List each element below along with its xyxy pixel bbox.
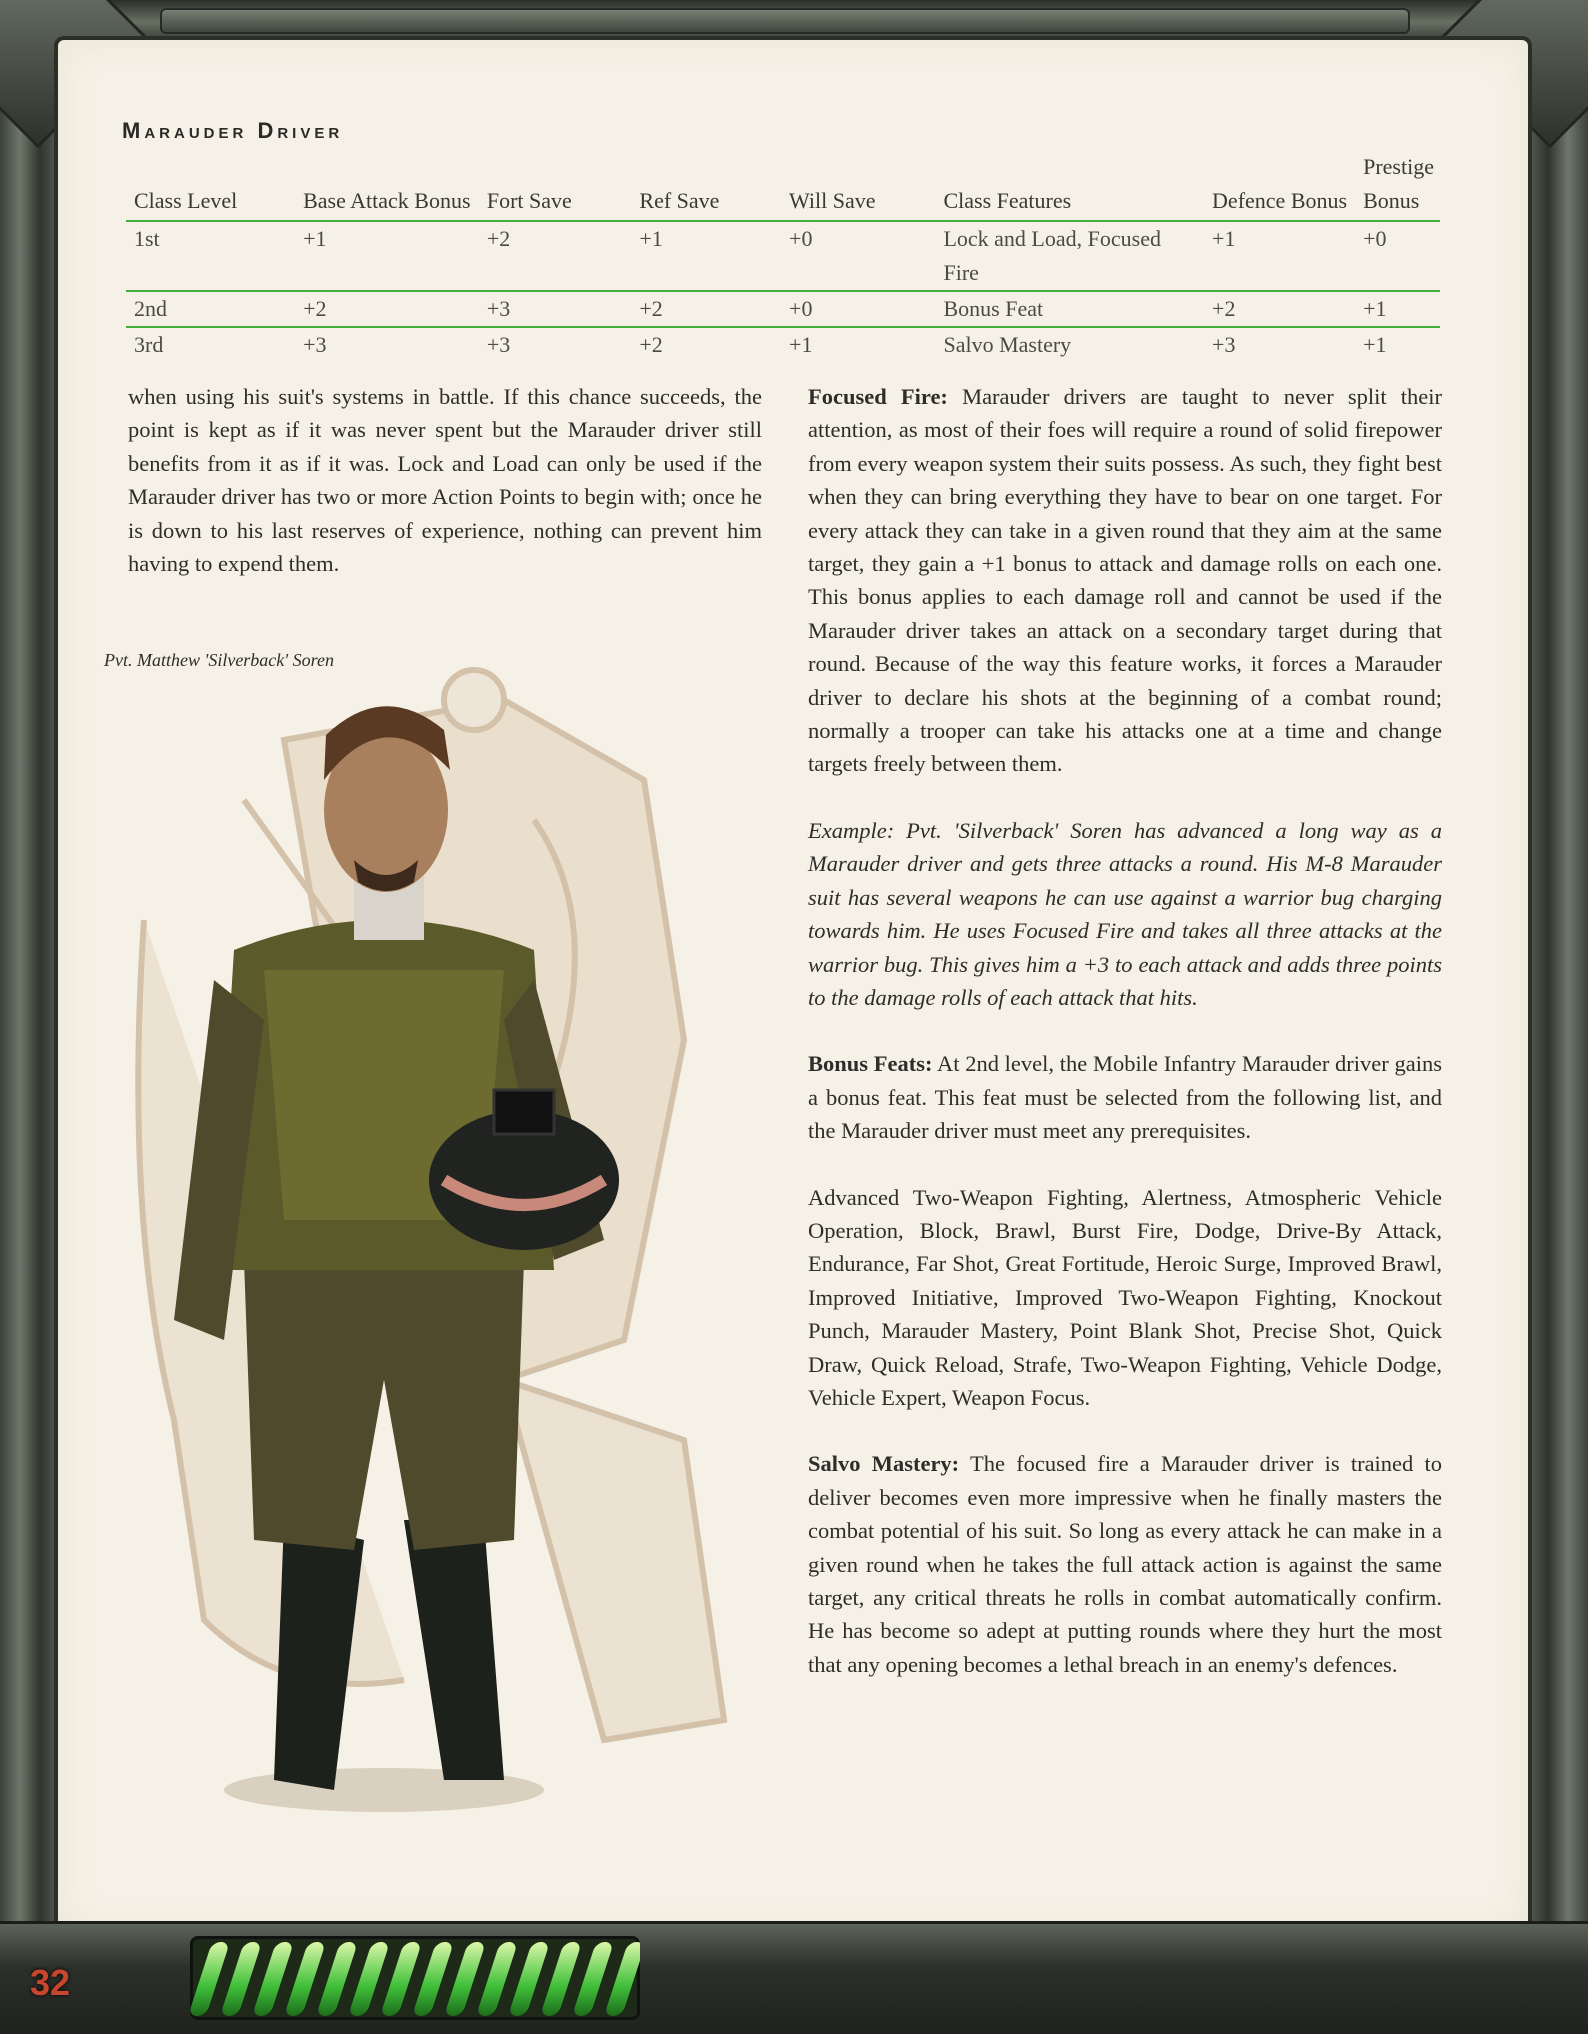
table-cell: +1: [1355, 291, 1440, 327]
header-cell: Class Level: [126, 150, 295, 221]
trooper-illustration: [84, 620, 784, 1870]
example-text: Example: Pvt. 'Silverback' Soren has advanced a long way as a Marauder driver and gets three attacks a round. His M-8 Marauder suit has several weapons he can use against a warrior bug charging towards him. He uses Focused Fire and takes all three attacks at the warrior bug. This gives him a +3 to each attack and adds three points to the damage rolls of each attack that hits.: [808, 817, 1442, 1010]
table-row: [126, 327, 1440, 362]
salvo-mastery-text: The focused fire a Marauder driver is trained to deliver becomes even more impressive when he finally masters the combat potential of his suit. So long as every attack he can make in a given round when he takes the full attack action is against the same target, any critical threats he rolls in combat automatically confirm. He has become so adept at putting rounds where they hurt the most that any opening becomes a lethal breach in an enemy's defences.: [808, 1451, 1443, 1677]
table-cell: +0: [781, 291, 935, 327]
table-cell: Bonus Feat: [935, 291, 1204, 327]
bonus-feats-heading: Bonus Feats:: [808, 1051, 933, 1077]
table-cell: +1: [631, 221, 781, 291]
bottom-panel: [0, 1921, 1588, 2034]
table-row: [126, 291, 1440, 327]
header-cell: Base Attack Bonus: [295, 150, 479, 221]
salvo-mastery-heading: Salvo Mastery:: [808, 1451, 960, 1477]
feat-list-paragraph: Advanced Two-Weapon Fighting, Alertness, Atmospheric Vehicle Operation, Block, Brawl, Burst Fire, Dodge, Drive-By Attack, Endurance, Far Shot, Great Fortitude, Heroic Surge, Improved Brawl, Improved Initiative, Improved Two-Weapon Fighting, Knockout Punch, Marauder Mastery, Point Blank Shot, Precise Shot, Quick Draw, Quick Reload, Strafe, Two-Weapon Fighting, Vehicle Dodge, Vehicle Expert, Weapon Focus.: [808, 1184, 1442, 1410]
table-cell: +2: [639, 332, 663, 357]
example-paragraph: [808, 814, 1442, 1014]
bonus-feats-paragraph: [808, 1047, 1442, 1147]
table-cell: +0: [1355, 221, 1440, 291]
frame-top-panel: [160, 8, 1410, 34]
header-cell: Class Features: [935, 150, 1204, 221]
table-cell: +2: [479, 221, 632, 291]
class-table: [126, 150, 1440, 362]
focused-fire-heading: Focused Fire:: [808, 384, 948, 409]
page-number: 32: [30, 1962, 71, 2003]
table-cell: 1st: [126, 221, 295, 291]
table-cell: +1: [789, 332, 813, 357]
table-cell: +1: [1204, 221, 1355, 291]
table-cell: +3: [486, 332, 511, 357]
table-cell: +1: [1363, 332, 1387, 357]
table-cell: Salvo Mastery: [943, 332, 1072, 357]
header-cell: Defence Bonus: [1204, 150, 1355, 221]
table-cell: +3: [303, 332, 327, 357]
table-cell: +2: [631, 291, 781, 327]
header-cell: Will Save: [781, 150, 935, 221]
focused-fire-paragraph: [808, 380, 1442, 781]
header-cell: Ref Save: [631, 150, 781, 221]
focused-fire-text: Marauder drivers are taught to never split their attention, as most of their foes will require a round of solid firepower from every weapon system their suits possess. As such, they fight best when they can bring everything they have to bear on one target. For every attack they can take in a given round that they aim at the same target, they gain a +1 bonus to attack and damage rolls on each one. This bonus applies to each damage roll and cannot be used if the Marauder driver takes an attack on a secondary target during that round. Because of the way this feature works, it forces a Marauder driver to declare his shots at the beginning of a combat round; normally a trooper can take his attacks one at a time and change targets freely between them.: [808, 384, 1443, 777]
table-row: [126, 221, 1440, 291]
left-column: [128, 380, 762, 613]
table-cell: +1: [295, 221, 479, 291]
table-cell: +2: [1204, 291, 1355, 327]
table-cell: 3rd: [134, 332, 164, 357]
table-cell: 2nd: [126, 291, 295, 327]
header-cell: Fort Save: [479, 150, 632, 221]
right-column: [808, 380, 1442, 1714]
green-vent-lights: [190, 1936, 640, 2020]
salvo-mastery-paragraph: [808, 1447, 1442, 1681]
table-title: Marauder Driver: [122, 118, 344, 143]
table-cell: +3: [479, 291, 632, 327]
bonus-feats-text: At 2nd level, the Mobile Infantry Marauder driver gains a bonus feat. This feat must be selected from the following list, and the Marauder driver must meet any prerequisites.: [808, 1051, 1443, 1144]
table-cell: Lock and Load, Focused Fire: [935, 221, 1204, 291]
table-cell: +3: [1212, 332, 1236, 357]
lock-and-load-paragraph: when using his suit's systems in battle. If this chance succeeds, the point is kept as if it was never spent but the Marauder driver still benefits from it as if it was. Lock and Load can only be used if the Marauder driver has two or more Action Points to begin with; once he is down to his last reserves of experience, nothing can prevent him having to expend them.: [128, 384, 762, 577]
table-cell: +0: [781, 221, 935, 291]
table-cell: +2: [295, 291, 479, 327]
header-cell: Prestige Bonus: [1355, 150, 1440, 221]
illustration-caption: Pvt. Matthew 'Silverback' Soren: [104, 650, 334, 670]
table-header-row: [126, 150, 1440, 221]
